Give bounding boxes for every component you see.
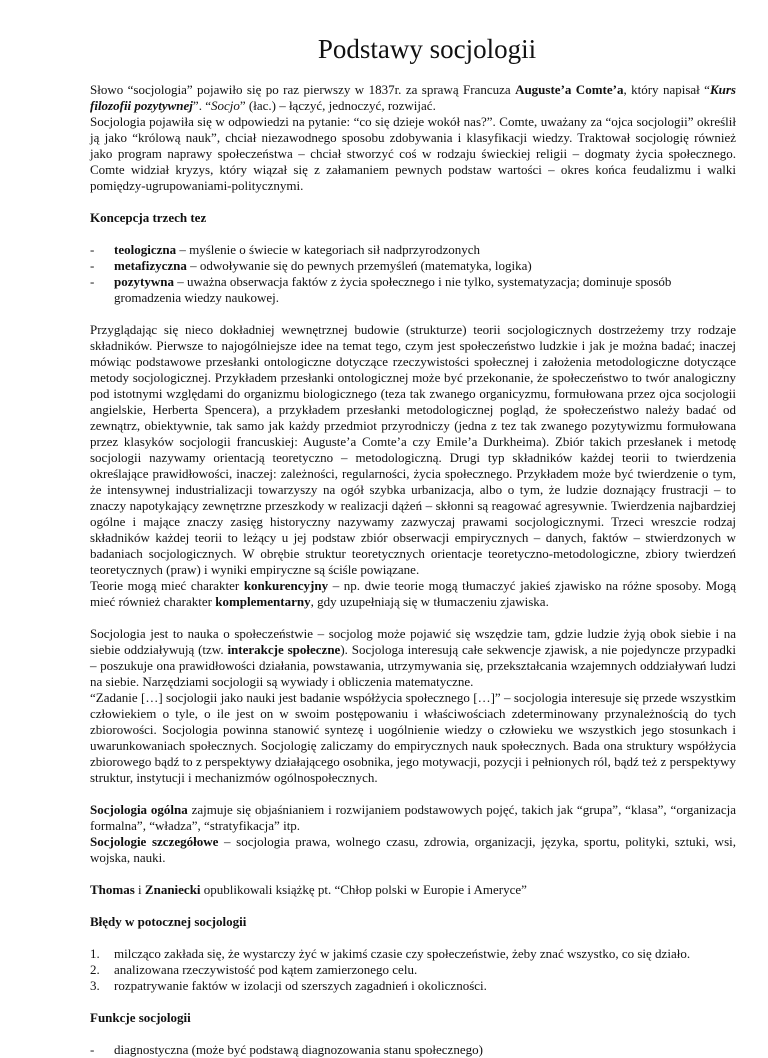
page-title: Podstawy socjologii — [317, 34, 537, 64]
szczegolowe-paragraph — [90, 834, 736, 866]
text-run: – np. dwie teorie mogą tłumaczyć jakieś zjawisko na różne sposoby. Mogą mieć również charakter — [90, 578, 736, 609]
list-item — [90, 258, 736, 274]
list-number: 1. — [90, 946, 100, 961]
heading-funkcje: Funkcje socjologii — [90, 1010, 191, 1025]
name-znaniecki: Znaniecki — [144, 882, 201, 897]
list-text: analizowana rzeczywistość pod kątem zamierzonego celu. — [114, 962, 418, 977]
term-socjologia-ogolna: Socjologia ogólna — [90, 802, 188, 817]
text-run: ” (łac.) – łączyć, jednoczyć, rozwijać. — [239, 98, 436, 113]
koncepcja-list — [90, 242, 736, 306]
list-term: metafizyczna — [114, 258, 187, 273]
list-term: pozytywna — [114, 274, 174, 289]
text-run: zajmuje się objaśnianiem i rozwijaniem podstawowych pojęć, takich jak “grupa”, “klasa”, “organizacja formalna”, “władza”, “stratyfikacja” itp. — [90, 802, 736, 833]
list-item — [90, 962, 736, 978]
list-text: diagnostyczna (może być podstawą diagnozowania stanu społecznego) — [114, 1042, 483, 1057]
text-run: Słowo “socjologia” pojawiło się po raz pierwszy w 1837r. za sprawą Francuza — [90, 82, 516, 97]
text-run: ). Socjologa interesują całe sekwencje zjawisk, a nie pojedyncze przypadki – poszukuje ona prawidłowości działania, powstawania, utrzymywania się, przekształcania wzajemnych oddziaływań ludzi na siebie. Narzędziami socjologii są wywiady i obliczenia matematyczne. — [90, 642, 736, 689]
term-interakcje: interakcje społeczne — [227, 642, 341, 657]
text-run: ”. “ — [192, 98, 211, 113]
term-socjo: Socjo — [210, 98, 240, 113]
intro-paragraph-1 — [90, 82, 736, 114]
list-text: rozpatrywanie faktów w izolacji od szerszych zagadnień i okoliczności. — [114, 978, 487, 993]
intro-paragraph-2: Socjologia pojawiła się w odpowiedzi na pytanie: “co się dzieje wokół nas?”. Comte, uważany za “ojca socjologii” określił ją jako “królową nauk”, chciał niezawodnego sposobu zdobywania i klasyfikacji wiedzy. Traktował socjologię również jako program naprawy społeczeństwa – chciał stworzyć coś w rodzaju świeckiej religii – dogmaty życia społecznego. Comte widział kryzys, który wiązał się z załamaniem pewnych podstaw wartości – okres końca feudalizmu i walki pomiędzy-ugrupowaniami-politycznymi. — [90, 114, 736, 193]
list-text: – odwoływanie się do pewnych przemyśleń (matematyka, logika) — [186, 258, 532, 273]
ogolna-paragraph — [90, 802, 736, 834]
list-item — [90, 1042, 736, 1058]
text-run: Socjologia jest to nauka o społeczeństwie – socjolog może pojawić się wszędzie tam, gdzie ludzie żyją obok siebie i na siebie oddziaływują (tzw. — [90, 626, 736, 657]
book-title: Kurs filozofii pozytywnej — [90, 82, 736, 113]
list-term: teologiczna — [114, 242, 177, 257]
nauka-paragraph-1 — [90, 626, 736, 690]
text-run: i — [134, 882, 145, 897]
term-socjologie-szczegolowe: Socjologie szczegółowe — [90, 834, 219, 849]
funkcje-list — [90, 1042, 736, 1058]
text-run: , który napisał “ — [623, 82, 710, 97]
budowa-paragraph: Przyglądając się nieco dokładniej wewnętrznej budowie (strukturze) teorii socjologicznych dostrzeżemy trzy rodzaje składników. Pierwsze to najogólniejsze idee na temat tego, czym jest społeczeństwo ludzkie i jak je można badać; inaczej mówiąc podstawowe przesłanki ontologiczne dotyczące rzeczywistości społecznej i założenia metodologiczne dotyczące metody socjologicznej. Przykładem przesłanki ontologicznej może być przekonanie, że społeczeństwo to twór analogiczny pod istotnymi względami do organizmu biologicznego (teza tak zwanego organicyzmu, formułowana przez ojca socjologii angielskie, Herberta Spencera), a przykładem przesłanki metodologicznej pogląd, że społeczeństwo należy badać od zewnątrz, obiektywnie, tak samo jak każdy przedmiot przyrodniczy (jedna z tez tak zwanego pozytywizmu formułowana przez klasyków socjologii francuskiej: Auguste’a Comte’a czy Emile’a Durkheima). Zbiór takich przesłanek i metodę socjologii nazywamy orientacją teoretyczno – metodologiczną. Drugi typ składników każdej teorii to twierdzenia określające prawidłowości, inaczej: zależności, regularności, życia społecznego. Przykładem może być twierdzenie o tym, że intensywnej industrializacji towarzyszy na ogół szybka urbanizacja, albo o tym, że ludzie doznający frustracji – to znaczy napotykający zewnętrzne przeszkody w realizacji dążeń – skłonni są reagować agresywnie. Twierdzenia najbardziej ogólne i mające znaczy zasięg historyczny nazywamy zazwyczaj prawami socjologicznymi. Trzeci wreszcie rodzaj składników każdej teorii to leżący u jej podstaw zbiór obserwacji empirycznych – danych, faktów – stwierdzonych w badaniach socjologicznych. W obrębie struktur teoretycznych orientacje teoretyczno-metodologiczne, zbiory twierdzeń teoretycznych (praw) i wyniki empiryczne są ściśle powiązane. — [90, 322, 736, 577]
list-item — [90, 242, 736, 258]
text-run: , gdy uzupełniają się w tłumaczeniu zjawiska. — [310, 594, 549, 609]
text-run: opublikowali książkę pt. “Chłop polski w Europie i Ameryce” — [200, 882, 527, 897]
nauka-paragraph-2: “Zadanie […] socjologii jako nauki jest badanie współżycia społecznego […]” – socjologia interesuje się przede wszystkim człowiekiem o tyle, o ile jest on w swoim postępowaniu i właściwościach zdeterminowany przynależnością do tych zbiorowości. Socjologia powinna stanowić syntezę i uogólnienie wiedzy o człowieku we wszystkich jego stosunkach i uwarunkowaniach społecznych. Socjologię zaliczamy do empirycznych nauk społecznych. Bada ona struktury współżycia zbiorowego bądź to z perspektywy działającego osobnika, jego motywacji, pozycji i pełnionych ról, bądź też z perspektywy struktur, instytucji i mechanizmów ogólnospołecznych. — [90, 690, 736, 785]
list-number: 3. — [90, 978, 100, 993]
bledy-list — [90, 946, 736, 994]
list-text: – myślenie o świecie w kategoriach sił nadprzyrodzonych — [176, 242, 481, 257]
term-komplementarny: komplementarny — [215, 594, 311, 609]
list-number: 2. — [90, 962, 100, 977]
text-run: – socjologia prawa, wolnego czasu, zdrowia, organizacji, języka, sportu, polityki, sztuki, wsi, wojska, nauki. — [90, 834, 736, 865]
list-item — [90, 946, 736, 962]
thomas-paragraph — [90, 882, 736, 898]
teorie-paragraph — [90, 578, 736, 610]
list-item — [90, 978, 736, 994]
term-konkurencyjny: konkurencyjny — [243, 578, 329, 593]
heading-bledy: Błędy w potocznej socjologii — [90, 914, 247, 929]
name-thomas: Thomas — [90, 882, 135, 897]
text-run: Teorie mogą mieć charakter — [90, 578, 244, 593]
list-text: milcząco zakłada się, że wystarczy żyć w jakimś czasie czy społeczeństwie, żeby znać wszystko, co się działo. — [114, 946, 691, 961]
list-text: – uważna obserwacja faktów z życia społecznego i nie tylko, systematyzacja; dominuje sposób gromadzenia wiedzy naukowej. — [114, 274, 672, 305]
heading-koncepcja: Koncepcja trzech tez — [90, 210, 207, 225]
list-item — [90, 274, 736, 306]
name-comte: Auguste’a Comte’a — [515, 82, 624, 97]
